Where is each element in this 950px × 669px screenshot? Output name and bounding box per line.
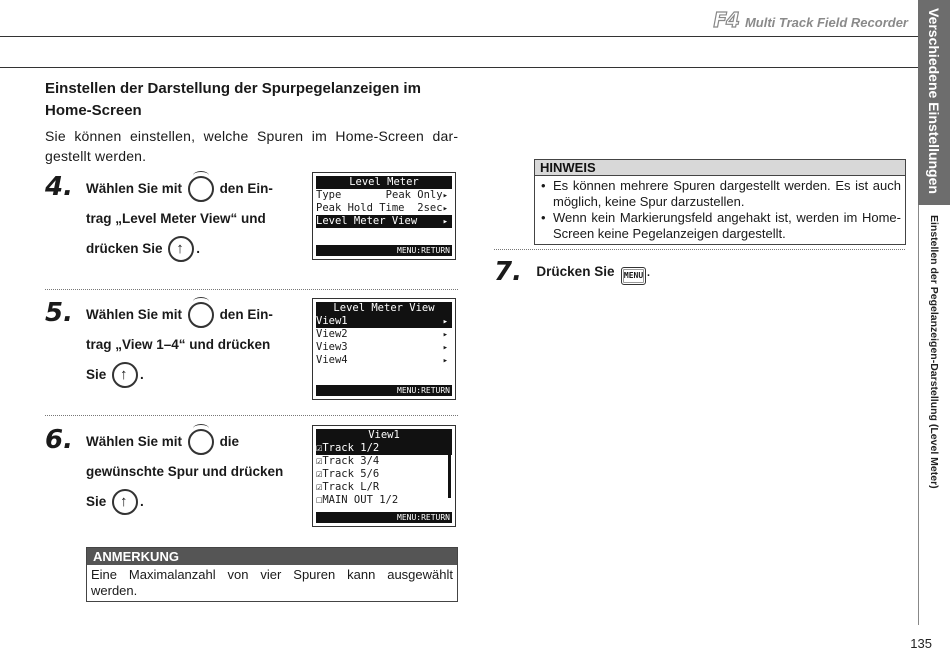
step-instruction: Drücken Sie xyxy=(536,264,615,279)
lcd-display xyxy=(316,429,452,523)
arrow-right-icon xyxy=(443,341,448,354)
lcd-row xyxy=(316,189,452,202)
step-text-end: . xyxy=(140,494,144,509)
lcd-display xyxy=(316,176,452,256)
press-dial-icon xyxy=(112,362,138,388)
press-dial-icon xyxy=(168,236,194,262)
step-7 xyxy=(494,257,651,287)
divider xyxy=(494,249,905,250)
lcd-title: View1 xyxy=(316,429,452,442)
section-side-label: Einstellen der Pegelanzeigen-Darstellung (Level Meter) xyxy=(928,215,940,489)
lcd-row xyxy=(316,494,452,507)
arrow-right-icon xyxy=(443,328,448,341)
lcd-row-label: ☑Track 3/4 xyxy=(316,455,380,467)
lcd-row-label: View4 xyxy=(316,354,348,366)
lcd-row-label: ☑Track 1/2 xyxy=(316,442,380,454)
hint-heading: HINWEIS xyxy=(535,160,905,176)
dial-icon xyxy=(188,429,214,455)
lcd-row-label: View1 xyxy=(316,315,348,327)
step-text-part: die gewünschte Spur und drücken Sie xyxy=(86,434,284,509)
step-5 xyxy=(45,298,460,403)
divider xyxy=(45,289,458,290)
product-logo: F4 xyxy=(713,8,739,32)
lcd-row xyxy=(316,455,452,468)
hint-item: • Wenn kein Markierungsfeld angehakt ist, werden im Home-Screen keine Pegelanzeigen dargestellt. xyxy=(539,210,901,242)
lcd-scrollbar xyxy=(448,444,451,498)
lcd-row xyxy=(316,354,452,367)
lcd-title: Level Meter xyxy=(316,176,452,189)
lcd-row-label: View3 xyxy=(316,341,348,353)
lcd-row-value: 2sec xyxy=(417,202,443,214)
press-dial-icon xyxy=(112,489,138,515)
lcd-row-label: View2 xyxy=(316,328,348,340)
lcd-row-label: Peak Hold Time xyxy=(316,202,405,214)
dial-icon xyxy=(188,176,214,202)
step-number: 4. xyxy=(45,172,73,202)
note-heading: ANMERKUNG xyxy=(87,548,457,565)
lcd-row xyxy=(316,328,452,341)
lcd-footer: MENU:RETURN xyxy=(316,385,452,396)
lcd-row-selected xyxy=(316,442,452,455)
step-text-end: . xyxy=(196,241,201,256)
hint-box xyxy=(534,159,906,245)
step-instruction xyxy=(86,427,286,517)
lcd-row xyxy=(316,341,452,354)
arrow-right-icon xyxy=(443,202,448,214)
step-text-part: Wählen Sie mit xyxy=(86,181,183,196)
lcd-row-label: ☑Track L/R xyxy=(316,481,380,493)
step-number: 7. xyxy=(494,257,522,287)
step-6 xyxy=(45,425,460,530)
menu-button-icon: MENU xyxy=(621,267,646,285)
lcd-title: Level Meter View xyxy=(316,302,452,315)
step-text-part: den Eintrag „Level Meter View“ und drücken Sie xyxy=(86,181,273,256)
lcd-row-label: Type xyxy=(316,189,342,201)
arrow-right-icon xyxy=(443,189,448,201)
page-number: 135 xyxy=(910,636,932,651)
intro-text: Sie können einstellen, welche Spuren im Home-Screen dargestellt werden. xyxy=(45,128,458,164)
hint-list xyxy=(535,176,905,244)
lcd-row-label: ☐MAIN OUT 1/2 xyxy=(316,494,399,506)
lcd-screen xyxy=(312,425,456,527)
step-text-part: den Eintrag „View 1–4“ und drücken Sie xyxy=(86,307,273,382)
divider xyxy=(45,415,458,416)
lcd-display xyxy=(316,302,452,396)
step-number: 6. xyxy=(45,425,73,455)
arrow-right-icon xyxy=(443,354,448,367)
note-body: Eine Maximalanzahl von vier Spuren kann ausgewählt werden. xyxy=(91,567,453,598)
chapter-tab xyxy=(918,0,950,205)
step-text-end: . xyxy=(140,367,144,382)
brand xyxy=(713,8,908,32)
step-text-part: Wählen Sie mit xyxy=(86,434,183,449)
product-name: Multi Track Field Recorder xyxy=(744,15,908,30)
arrow-right-icon xyxy=(443,315,448,328)
lcd-screen xyxy=(312,298,456,400)
header-bar xyxy=(0,36,933,68)
lcd-row xyxy=(316,202,452,215)
lcd-footer: MENU:RETURN xyxy=(316,512,452,523)
lcd-row-label: ☑Track 5/6 xyxy=(316,468,380,480)
lcd-row-selected xyxy=(316,315,452,328)
note-box xyxy=(86,547,458,602)
step-instruction xyxy=(86,300,286,390)
lcd-row xyxy=(316,481,452,494)
chapter-tab-label: Verschiedene Einstellungen xyxy=(926,8,942,194)
lcd-row xyxy=(316,468,452,481)
arrow-right-icon xyxy=(443,215,448,228)
lcd-row-value: Peak Only xyxy=(385,189,443,201)
step-text-end: . xyxy=(646,263,651,280)
section-title: Einstellen der Darstellung der Spurpegelanzeigen im Home-Screen xyxy=(45,80,421,119)
step-number: 5. xyxy=(45,298,73,328)
lcd-row-selected xyxy=(316,215,452,228)
lcd-row-label: Level Meter View xyxy=(316,215,418,227)
step-text-part: Wählen Sie mit xyxy=(86,307,183,322)
step-4 xyxy=(45,172,460,277)
hint-item: • Es können mehrere Spuren dargestellt werden. Es ist auch möglich, keine Spur darzustellen. xyxy=(539,178,901,210)
lcd-screen xyxy=(312,172,456,260)
lcd-footer: MENU:RETURN xyxy=(316,245,452,256)
dial-icon xyxy=(188,302,214,328)
step-instruction xyxy=(86,174,286,264)
